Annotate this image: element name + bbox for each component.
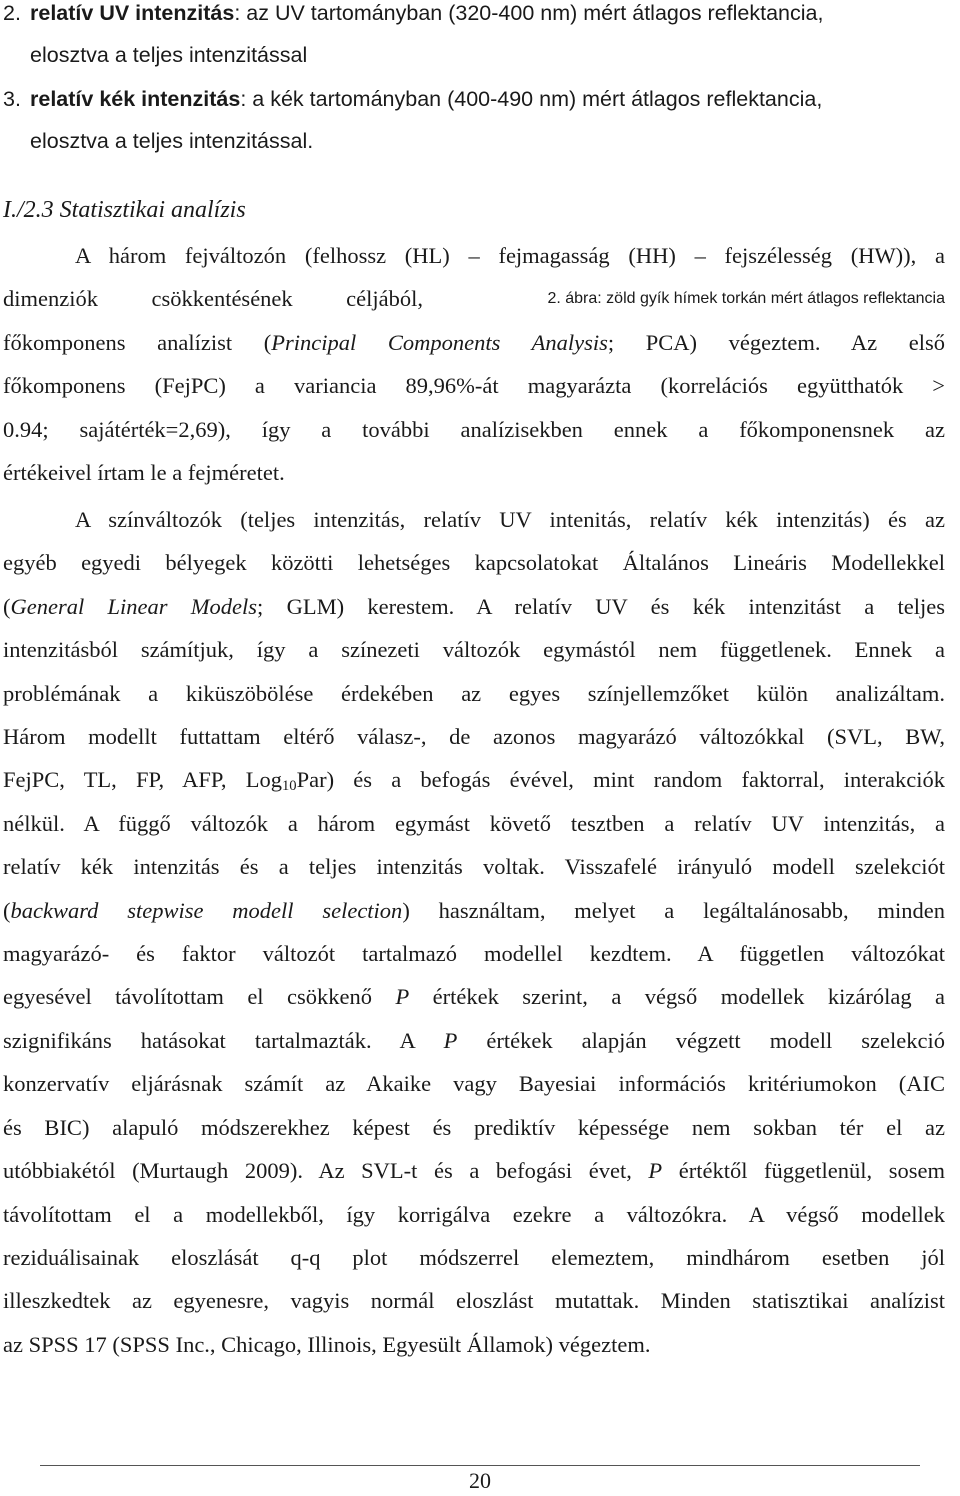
- list-item-relative-blue: 3. relatív kék intenzitás: a kék tartományban (400-490 nm) mért átlagos reflektancia, elosztva a teljes intenzitással.: [3, 87, 823, 153]
- paragraph-glm: A színváltozók (teljes intenzitás, relatív UV intenitás, relatív kék intenzitás) és az egyéb egyedi bélyegek közötti lehetséges kapcsolatokat Általános Lineáris Modellekkel (General Linear Models; GLM) kerestem. A relatív UV és kék intenzitást a teljes intenzitásból számítjuk, így a színezeti változók egymástól nem függetlenek. Ennek a problémának a kiküszöbölése érdekében az egyes színjellemzőket külön analizáltam. Három modellt futtattam eltérő válasz-, de azonos magyarázó változókkal (SVL, BW, FejPC, TL, FP, AFP, Log$_{10}$Par) és a befogás évével, mint random faktorral, interakciók nélkül. A függő változók a három egymást követő tesztben a relatív UV intenzitás, a relatív kék intenzitás és a teljes intenzitás voltak. Visszafelé irányuló modell szelekciót (backward stepwise modell selection) használtam, melyet a legáltalánosabb, minden magyarázó- és faktor változót tartalmazó modellel kezdtem. A független változókat egyesével távolítottam el csökkenő P értékek szerint, a végső modellek kizárólag a szignifikáns hatásokat tartalmazták. A P értékek alapján végzett modell szelekció konzervatív eljárásnak számít az Akaike vagy Bayesiai információs kritériumokon (AIC és BIC) alapuló módszerekhez képest és prediktív képessége nem sokban tér el az utóbbiakétól (Murtaugh 2009). Az SVL-t és a befogási évet, P értéktől függetlenül, sosem távolítottam el a modellekből, így korrigálva ezekre a változókra. A végső modellek reziduálisainak eloszlását q-q plot módszerrel elemeztem, mindhárom esetben jól illeszkedtek az egyenesre, vagyis normál eloszlást mutattak. Minden statisztikai analízist az SPSS 17 (SPSS Inc., Chicago, Illinois, Egyesült Államok) végeztem.: [3, 507, 946, 1357]
- page-number: 20: [469, 1468, 491, 1493]
- figure-caption: 2. ábra: zöld gyík hímek torkán mért átlagos reflektancia: [547, 290, 945, 308]
- list-item-relative-uv: 2. relatív UV intenzitás: az UV tartományban (320-400 nm) mért átlagos reflektancia, elosztva a teljes intenzitással: [3, 1, 824, 67]
- paragraph-pca: A három fejváltozón (felhossz (HL) – fejmagasság (HH) – fejszélesség (HW)), a dimenziók csökkentésének céljából, 2. ábra: zöld gyík hímek torkán mért átlagos reflektancia főkomponens analízist (Principal Components Analysis; PCA) végeztem. Az első főkomponens (FejPC) a variancia 89,96%-át magyarázta (korrelációs együtthatók > 0.94; sajátérték=2,69), így a további analízisekben ennek a főkomponensnek az értékeivel írtam le a fejméretet.: [3, 243, 945, 486]
- section-heading: I./2.3 Statisztikai analízis: [3, 197, 246, 223]
- term-relative-uv: relatív UV intenzitás: [30, 1, 235, 25]
- term-relative-blue: relatív kék intenzitás: [30, 87, 241, 111]
